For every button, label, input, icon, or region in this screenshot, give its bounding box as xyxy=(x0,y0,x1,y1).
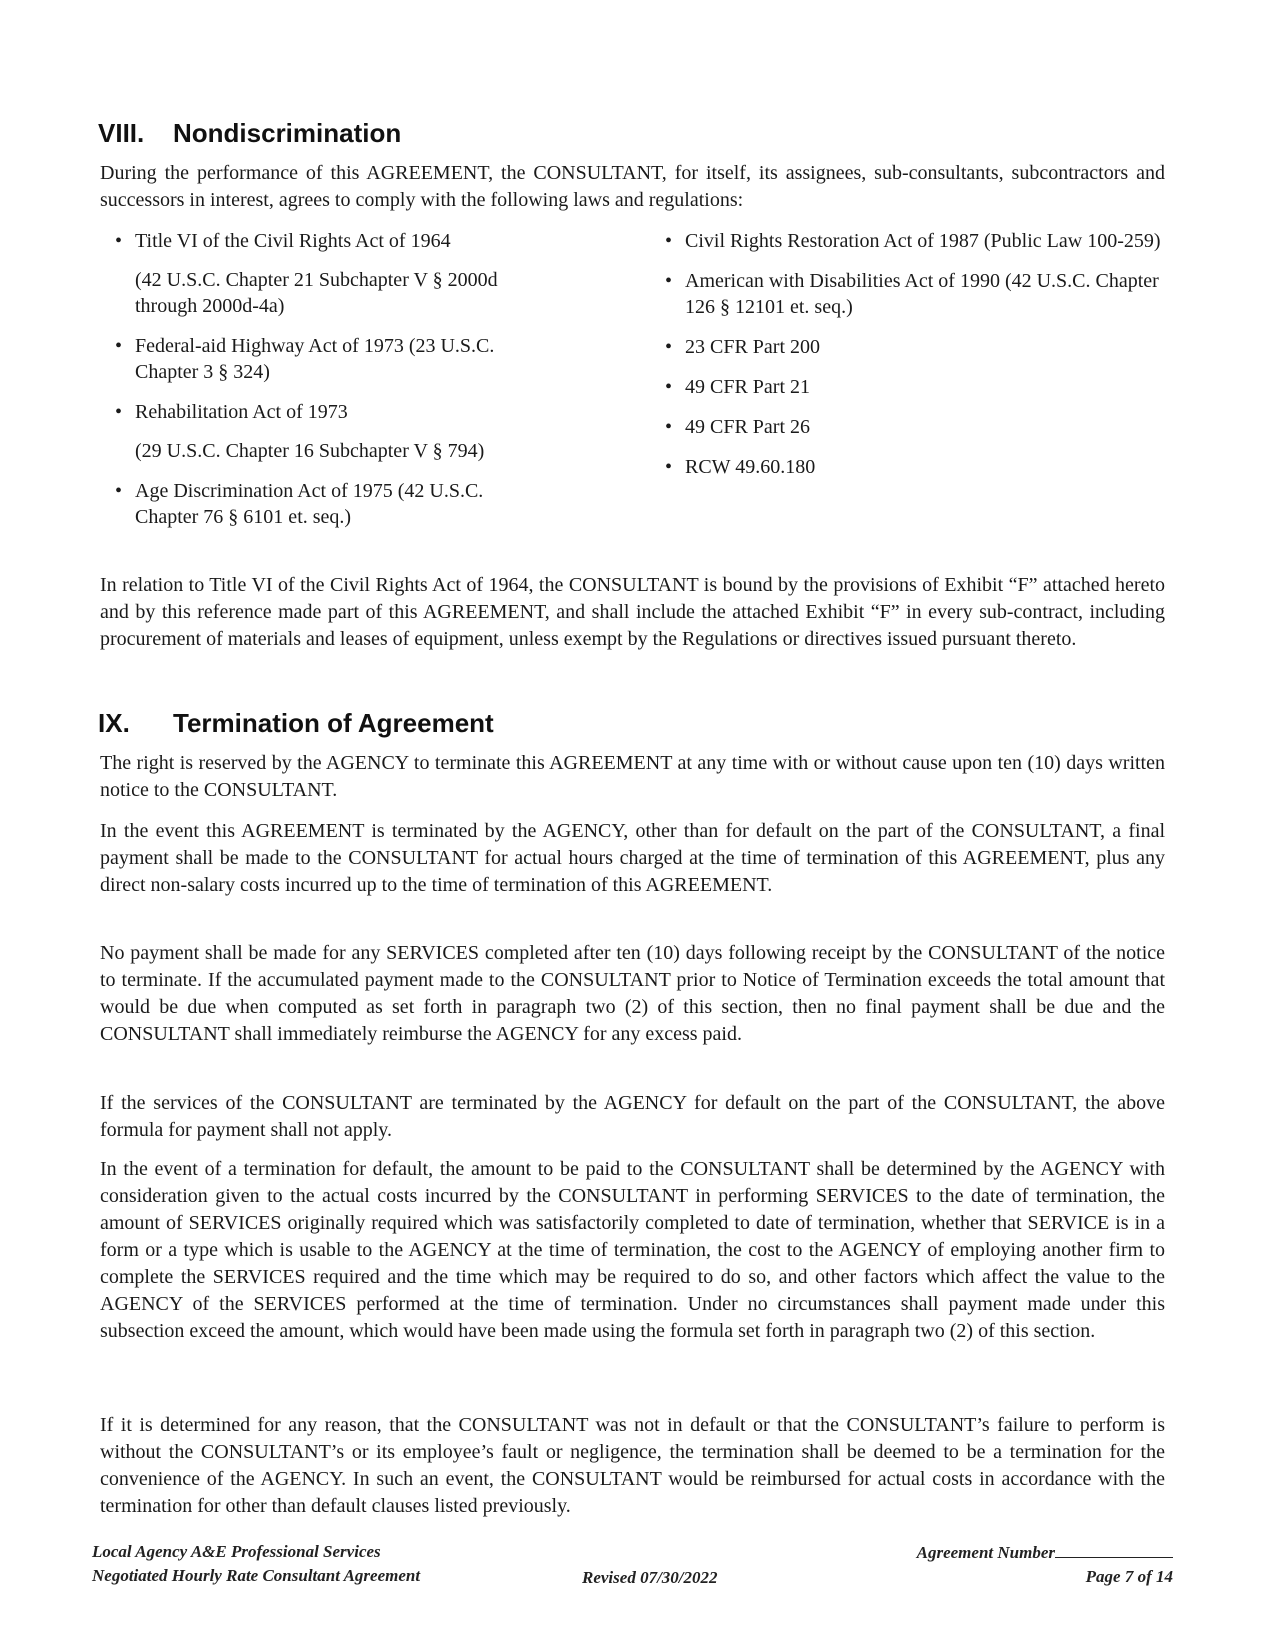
title-vi-paragraph: In relation to Title VI of the Civil Rights Act of 1964, the CONSULTANT is bound by the provisions of Exhibit “F” attached hereto and by this reference made part of this AGREEMENT, and shall include the attached Exhibit “F” in every sub-contract, including procurement of materials and leases of equipment, unless exempt by the Regulations or directives issued pursuant thereto. xyxy=(100,574,1165,650)
termination-paragraph-2: In the event this AGREEMENT is terminated by the AGENCY, other than for default on the part of the CONSULTANT, a final payment shall be made to the CONSULTANT for actual hours charged at the time of termination of this AGREEMENT, plus any direct non-salary costs incurred up to the time of termination of this AGREEMENT. xyxy=(100,820,1165,896)
law-citation: (29 U.S.C. Chapter 16 Subchapter V § 794) xyxy=(135,440,485,462)
law-list-item xyxy=(660,414,1165,440)
bullet-icon: • xyxy=(665,416,673,438)
law-list-item xyxy=(660,334,1165,360)
law-list-item xyxy=(110,228,520,319)
law-list-item xyxy=(110,333,520,385)
laws-list-left xyxy=(110,228,520,544)
law-list-item xyxy=(660,374,1165,400)
termination-paragraph-4: If the services of the CONSULTANT are terminated by the AGENCY for default on the part of the CONSULTANT, the above formula for payment shall not apply. xyxy=(100,1092,1165,1141)
bullet-icon: • xyxy=(115,401,123,423)
law-text: Rehabilitation Act of 1973 xyxy=(135,401,348,423)
bullet-icon: • xyxy=(115,230,123,252)
footer-line-2: Negotiated Hourly Rate Consultant Agreement xyxy=(92,1566,421,1585)
termination-paragraph-1: The right is reserved by the AGENCY to terminate this AGREEMENT at any time with or without cause upon ten (10) days written notice to the CONSULTANT. xyxy=(100,752,1165,801)
page-number: Page 7 of 14 xyxy=(1085,1567,1173,1586)
law-text: Federal-aid Highway Act of 1973 (23 U.S.C. Chapter 3 § 324) xyxy=(135,335,495,383)
law-text: 49 CFR Part 21 xyxy=(685,376,811,398)
termination-paragraph-3: No payment shall be made for any SERVICES completed after ten (10) days following receipt by the CONSULTANT of the notice to terminate. If the accumulated payment made to the CONSULTANT prior to Notice of Termination exceeds the total amount that would be due when computed as set forth in paragraph two (2) of this section, then no final payment shall be due and the CONSULTANT shall immediately reimburse the AGENCY for any excess paid. xyxy=(100,942,1165,1045)
law-text: Title VI of the Civil Rights Act of 1964 xyxy=(135,230,451,252)
laws-list-right xyxy=(660,228,1165,494)
law-list-item xyxy=(660,228,1165,254)
agreement-number-label: Agreement Number xyxy=(916,1543,1055,1562)
section-heading-nondiscrimination xyxy=(98,118,401,149)
bullet-icon: • xyxy=(115,335,123,357)
footer-revised: Revised 07/30/2022 xyxy=(582,1568,718,1587)
bullet-icon: • xyxy=(665,376,673,398)
law-list-item xyxy=(110,399,520,464)
section-number: VIII. xyxy=(98,118,145,148)
law-text: Civil Rights Restoration Act of 1987 (Public Law 100-259) xyxy=(685,230,1161,252)
nondiscrimination-intro: During the performance of this AGREEMENT, the CONSULTANT, for itself, its assignees, sub-consultants, subcontractors and successors in interest, agrees to comply with the following laws and regulations: xyxy=(100,162,1165,211)
law-text: RCW 49.60.180 xyxy=(685,456,816,478)
law-list-item xyxy=(660,268,1165,320)
agreement-number-blank xyxy=(1055,1540,1173,1558)
law-text: 49 CFR Part 26 xyxy=(685,416,811,438)
section-heading-termination xyxy=(98,708,494,739)
section-title: Nondiscrimination xyxy=(173,118,402,148)
law-text: 23 CFR Part 200 xyxy=(685,336,821,358)
bullet-icon: • xyxy=(115,480,123,502)
section-title: Termination of Agreement xyxy=(173,708,494,738)
section-number: IX. xyxy=(98,708,130,738)
law-text: American with Disabilities Act of 1990 (42 U.S.C. Chapter 126 § 12101 et. seq.) xyxy=(685,270,1159,318)
law-list-item xyxy=(660,454,1165,480)
bullet-icon: • xyxy=(665,456,673,478)
termination-paragraph-6: If it is determined for any reason, that the CONSULTANT was not in default or that the CONSULTANT’s failure to perform is without the CONSULTANT’s or its employee’s fault or negligence, the termination shall be deemed to be a termination for the convenience of the AGENCY. In such an event, the CONSULTANT would be reimbursed for actual costs in accordance with the termination for other than default clauses listed previously. xyxy=(100,1414,1165,1517)
bullet-icon: • xyxy=(665,230,673,252)
bullet-icon: • xyxy=(665,336,673,358)
law-text: Age Discrimination Act of 1975 (42 U.S.C. Chapter 76 § 6101 et. seq.) xyxy=(135,480,484,528)
footer-line-1: Local Agency A&E Professional Services xyxy=(92,1542,381,1561)
bullet-icon: • xyxy=(665,270,673,292)
law-list-item xyxy=(110,478,520,530)
footer-right xyxy=(895,1540,1173,1589)
termination-paragraph-5: In the event of a termination for default, the amount to be paid to the CONSULTANT shall be determined by the AGENCY with consideration given to the actual costs incurred by the CONSULTANT in performing SERVICES to the date of termination, the amount of SERVICES originally required which was satisfactorily completed to date of termination, whether that SERVICE is in a form or a type which is usable to the AGENCY at the time of termination, the cost to the AGENCY of employing another firm to complete the SERVICES required and the time which may be required to do so, and other factors which affect the value to the AGENCY of the SERVICES performed at the time of termination. Under no circumstances shall payment made under this subsection exceed the amount, which would have been made using the formula set forth in paragraph two (2) of this section. xyxy=(100,1158,1165,1342)
law-citation: (42 U.S.C. Chapter 21 Subchapter V § 2000d through 2000d-4a) xyxy=(135,269,498,317)
footer-left xyxy=(92,1540,420,1588)
